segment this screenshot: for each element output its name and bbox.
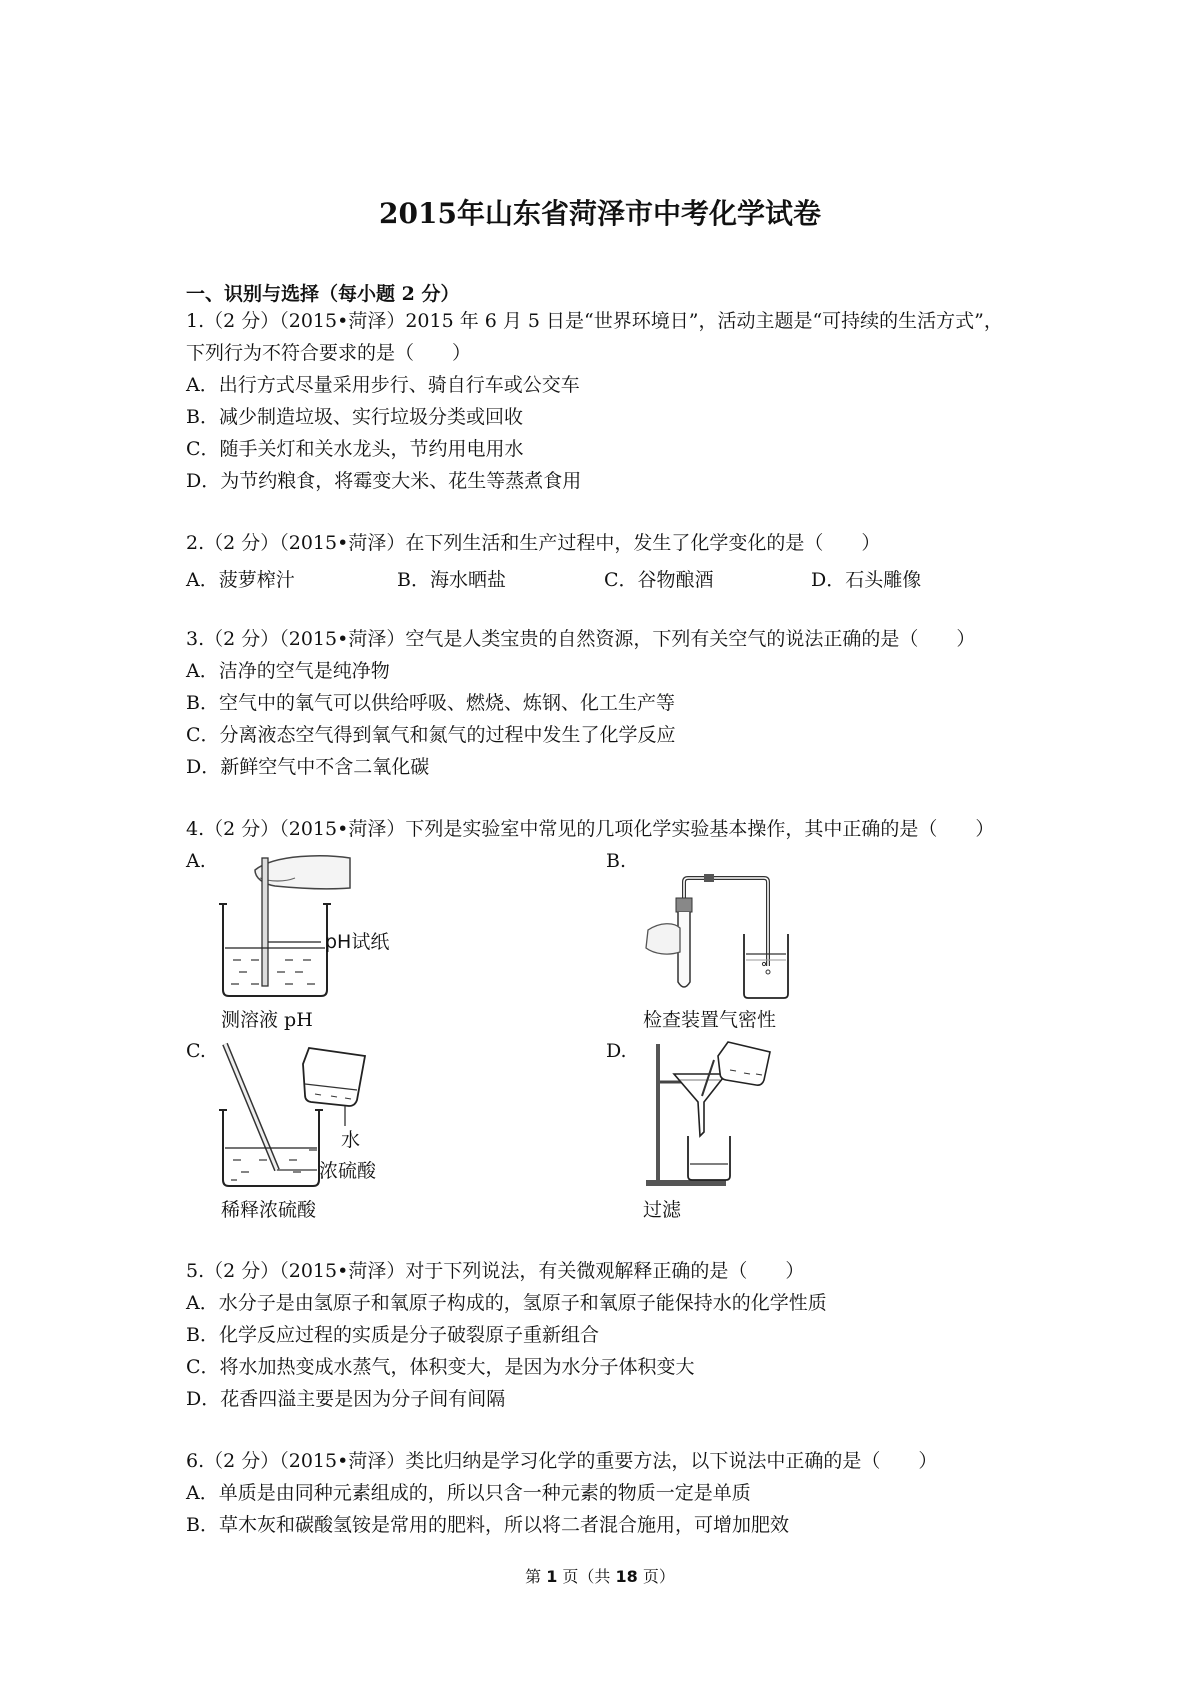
q1-option-d: D．为节约粮食，将霉变大米、花生等蒸煮食用 <box>186 470 582 492</box>
q6-option-b: B．草木灰和碳酸氢铵是常用的肥料，所以将二者混合施用，可增加肥效 <box>186 1514 789 1536</box>
figure-filtration <box>640 1040 790 1190</box>
q4-option-a-letter: A. <box>186 850 206 872</box>
q2-option-a: A．菠萝榨汁 <box>186 569 295 591</box>
q4-option-c-caption: 稀释浓硫酸 <box>221 1199 317 1221</box>
q4-c-acid-label: 浓硫酸 <box>319 1160 377 1182</box>
q4-option-a-caption: 测溶液 pH <box>221 1009 313 1031</box>
q3-option-d: D．新鲜空气中不含二氧化碳 <box>186 756 430 778</box>
footer-prefix: 第 <box>525 1567 547 1586</box>
q3-stem: 3.（2 分）（2015•菏泽）空气是人类宝贵的自然资源，下列有关空气的说法正确的是（ ） <box>186 628 976 650</box>
footer-middle: 页（共 <box>557 1567 616 1586</box>
figure-dilute-acid <box>215 1040 415 1190</box>
q5-option-a: A．水分子是由氢原子和氧原子构成的，氢原子和氧原子能保持水的化学性质 <box>186 1292 827 1314</box>
q4-option-d-caption: 过滤 <box>643 1199 682 1221</box>
q1-stem-line2: 下列行为不符合要求的是（ ） <box>186 342 472 364</box>
footer-page-number: 1 <box>546 1567 558 1586</box>
q6-stem: 6.（2 分）（2015•菏泽）类比归纳是学习化学的重要方法，以下说法中正确的是（ ） <box>186 1450 938 1472</box>
q4-option-d-letter: D. <box>606 1040 627 1062</box>
figure-ph-test <box>215 848 405 1000</box>
q2-option-b: B．海水晒盐 <box>397 569 506 591</box>
q1-option-c: C．随手关灯和关水龙头，节约用电用水 <box>186 438 524 460</box>
page-footer <box>0 1564 1200 1587</box>
footer-total-pages: 18 <box>615 1567 638 1586</box>
footer-suffix: 页） <box>637 1567 675 1586</box>
q2-stem: 2.（2 分）（2015•菏泽）在下列生活和生产过程中，发生了化学变化的是（ ） <box>186 532 881 554</box>
q5-option-c: C．将水加热变成水蒸气，体积变大，是因为水分子体积变大 <box>186 1356 695 1378</box>
q2-option-c: C．谷物酿酒 <box>604 569 714 591</box>
q4-stem: 4.（2 分）（2015•菏泽）下列是实验室中常见的几项化学实验基本操作，其中正确的是（ ） <box>186 818 995 840</box>
q4-option-b-letter: B. <box>606 850 627 872</box>
q6-option-a: A．单质是由同种元素组成的，所以只含一种元素的物质一定是单质 <box>186 1482 751 1504</box>
figure-airtightness-check <box>640 870 790 1000</box>
q1-stem-line1: 1.（2 分）（2015•菏泽）2015 年 6 月 5 日是“世界环境日”，活动主题是“可持续的生活方式”， <box>186 310 1003 332</box>
q4-a-ph-paper-label: pH试纸 <box>325 931 390 953</box>
q2-options <box>186 565 986 593</box>
q1-option-b: B．减少制造垃圾、实行垃圾分类或回收 <box>186 406 523 428</box>
q5-stem: 5.（2 分）（2015•菏泽）对于下列说法，有关微观解释正确的是（ ） <box>186 1260 805 1282</box>
q1-option-a: A．出行方式尽量采用步行、骑自行车或公交车 <box>186 374 580 396</box>
q3-option-c: C．分离液态空气得到氧气和氮气的过程中发生了化学反应 <box>186 724 676 746</box>
q4-option-b-caption: 检查装置气密性 <box>643 1009 777 1031</box>
q4-option-c-letter: C. <box>186 1040 206 1062</box>
q5-option-b: B．化学反应过程的实质是分子破裂原子重新组合 <box>186 1324 599 1346</box>
q2-option-d: D．石头雕像 <box>811 569 922 591</box>
section-heading: 一、识别与选择（每小题 2 分） <box>186 283 460 305</box>
q3-option-a: A．洁净的空气是纯净物 <box>186 660 390 682</box>
q5-option-d: D．花香四溢主要是因为分子间有间隔 <box>186 1388 506 1410</box>
q4-c-water-label: 水 <box>341 1129 361 1151</box>
q3-option-b: B．空气中的氧气可以供给呼吸、燃烧、炼钢、化工生产等 <box>186 692 675 714</box>
page-title: 2015年山东省菏泽市中考化学试卷 <box>379 197 821 230</box>
